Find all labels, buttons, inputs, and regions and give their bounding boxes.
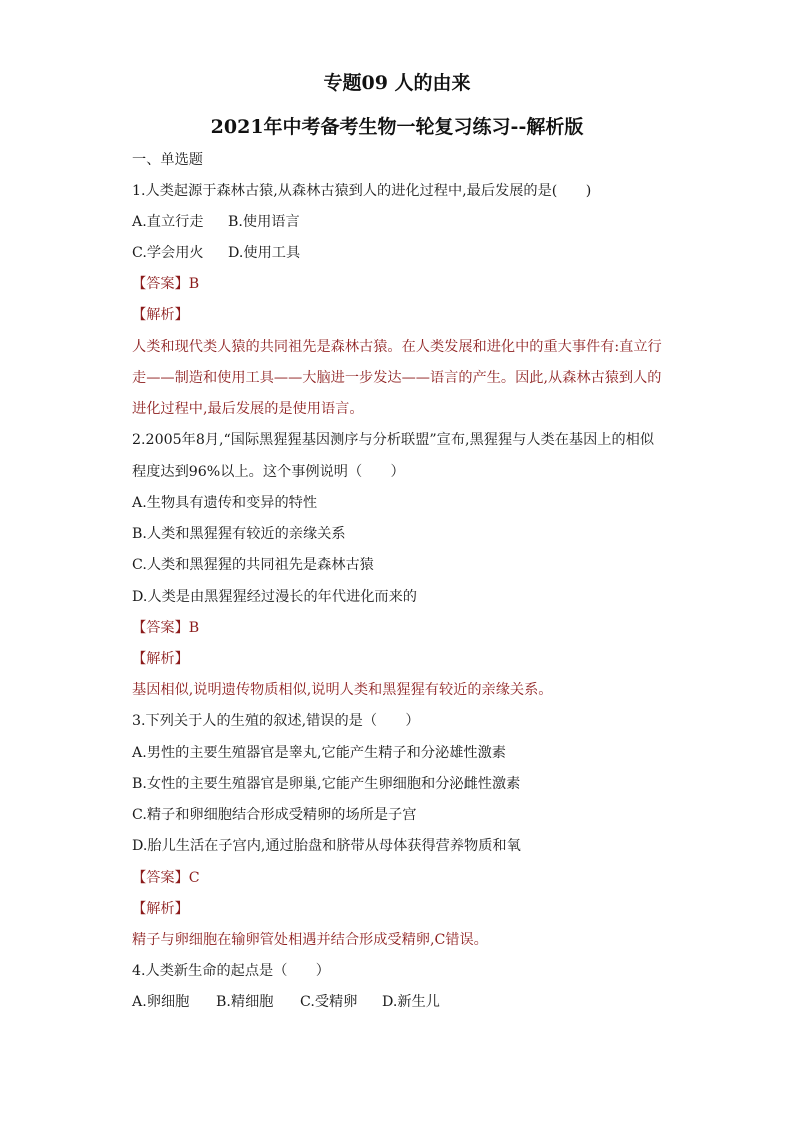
question-4-option-d: D.新生儿: [382, 994, 440, 1010]
question-3-stem: 3.下列关于人的生殖的叙述,错误的是（ ）: [132, 713, 420, 729]
question-3-option-c: C.精子和卵细胞结合形成受精卵的场所是子宫: [132, 807, 417, 823]
question-1-options-row-2: [132, 243, 300, 263]
section-heading: 一、单选题: [132, 152, 203, 168]
question-2-stem-line-2: 程度达到96%以上。这个事例说明（ ）: [132, 464, 405, 480]
question-1-options-row-1: [132, 212, 300, 232]
question-3-analysis-label: 【解析】: [132, 901, 189, 917]
question-1-option-a: A.直立行走: [132, 214, 204, 230]
question-1-analysis-line-3: 进化过程中,最后发展的是使用语言。: [132, 401, 364, 417]
question-1-analysis-line-2: 走——制造和使用工具——大脑进一步发达——语言的产生。因此,从森林古猿到人的: [132, 370, 662, 386]
question-3-answer: 【答案】C: [132, 870, 200, 886]
question-3-option-d: D.胎儿生活在子宫内,通过胎盘和脐带从母体获得营养物质和氧: [132, 838, 521, 854]
question-4-option-c: C.受精卵: [300, 994, 358, 1010]
question-1-option-d: D.使用工具: [228, 245, 301, 261]
document-title: 专题09 人的由来: [323, 72, 471, 94]
question-2-option-b: B.人类和黑猩猩有较近的亲缘关系: [132, 526, 346, 542]
question-3-option-b: B.女性的主要生殖器官是卵巢,它能产生卵细胞和分泌雌性激素: [132, 776, 521, 792]
question-2-option-a: A.生物具有遗传和变异的特性: [132, 495, 318, 511]
document-subtitle: 2021年中考备考生物一轮复习练习--解析版: [210, 116, 584, 138]
question-4-option-b: B.精细胞: [216, 994, 274, 1010]
question-1-stem: 1.人类起源于森林古猿,从森林古猿到人的进化过程中,最后发展的是( ): [132, 183, 592, 199]
question-2-analysis-label: 【解析】: [132, 651, 189, 667]
question-2-option-c: C.人类和黑猩猩的共同祖先是森林古猿: [132, 557, 374, 573]
question-2-analysis-line-1: 基因相似,说明遗传物质相似,说明人类和黑猩猩有较近的亲缘关系。: [132, 682, 553, 698]
question-4-stem: 4.人类新生命的起点是（ ）: [132, 963, 330, 979]
question-1-option-b: B.使用语言: [228, 214, 300, 230]
question-2-stem-line-1: 2.2005年8月,“国际黑猩猩基因测序与分析联盟”宣布,黑猩猩与人类在基因上的相似: [132, 432, 655, 448]
question-3-analysis-line-1: 精子与卵细胞在输卵管处相遇并结合形成受精卵,C错误。: [132, 932, 488, 948]
question-1-analysis-line-1: 人类和现代类人猿的共同祖先是森林古猿。在人类发展和进化中的重大事件有:直立行: [132, 339, 662, 355]
question-1-analysis-label: 【解析】: [132, 307, 189, 323]
question-4-option-a: A.卵细胞: [132, 994, 190, 1010]
question-2-option-d: D.人类是由黑猩猩经过漫长的年代进化而来的: [132, 589, 417, 605]
question-2-answer: 【答案】B: [132, 620, 200, 636]
question-1-answer: 【答案】B: [132, 276, 200, 292]
question-1-option-c: C.学会用火: [132, 245, 204, 261]
question-3-option-a: A.男性的主要生殖器官是睾丸,它能产生精子和分泌雄性激素: [132, 745, 506, 761]
question-4-options-row: [132, 992, 440, 1012]
